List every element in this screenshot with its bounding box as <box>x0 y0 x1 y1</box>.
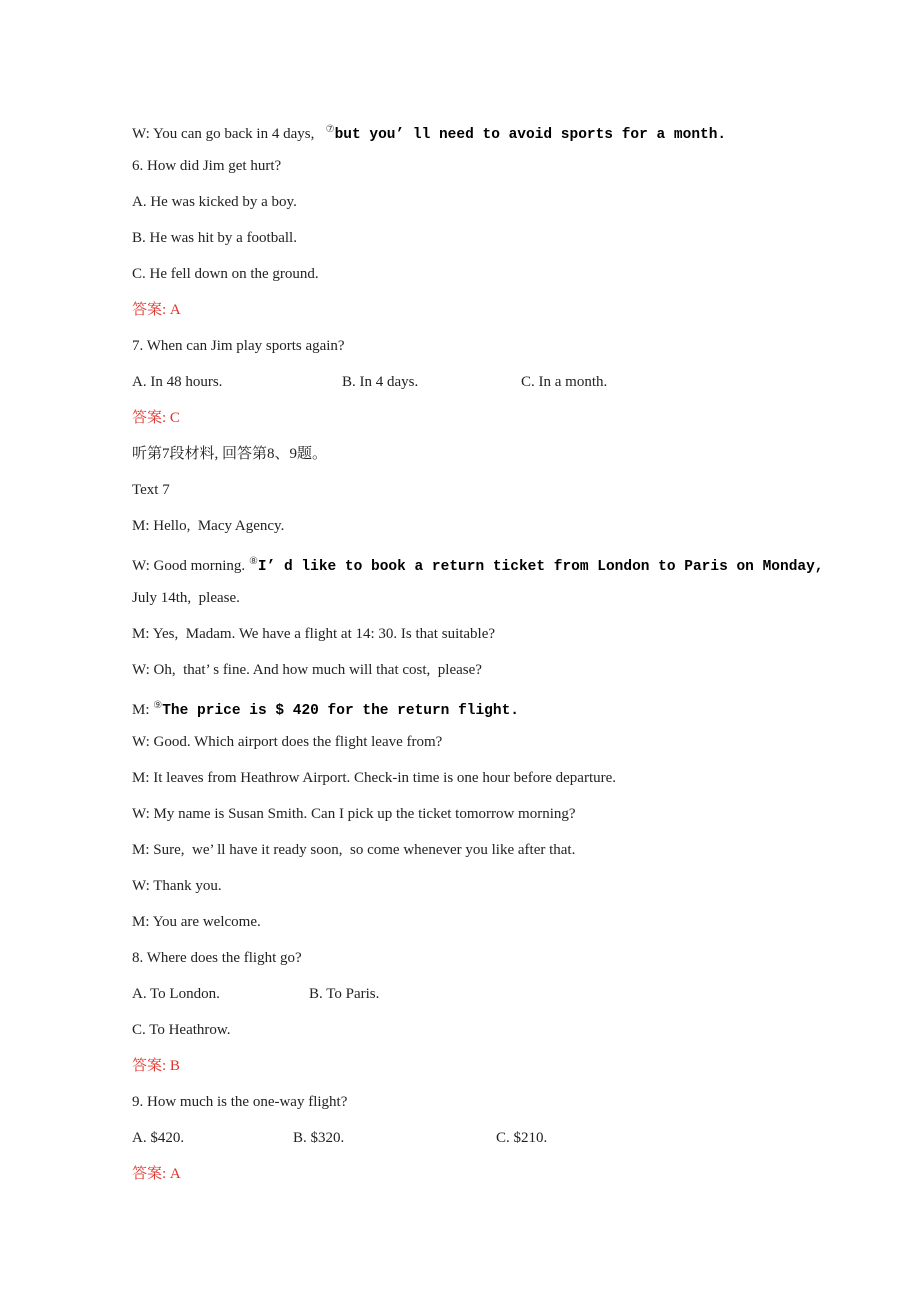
dialog-line <box>132 112 726 148</box>
question-7: 7. When can Jim play sports again? <box>132 338 345 354</box>
dialog-line: W: My name is Susan Smith. Can I pick up the ticket tomorrow morning? <box>132 806 576 822</box>
option-b: B. $320. <box>293 1130 345 1146</box>
key-sentence: I’ d like to book a return ticket from London to Paris on Monday, <box>257 559 824 575</box>
option-c: C. He fell down on the ground. <box>132 266 319 282</box>
key-sentence: but you’ ll need to avoid sports for a month. <box>334 127 727 143</box>
option-b: B. To Paris. <box>309 986 380 1002</box>
question-6: 6. How did Jim get hurt? <box>132 158 282 174</box>
answer-9: 答案: A <box>132 1166 181 1182</box>
line-text: M: <box>132 702 154 718</box>
dialog-line: M: You are welcome. <box>132 914 261 930</box>
marker-7: ⑦ <box>325 124 335 135</box>
key-sentence: The price is $ 420 for the return flight. <box>162 703 519 719</box>
dialog-line: W: Oh, that’ s fine. And how much will that cost, please? <box>132 662 482 678</box>
option-a: A. To London. <box>132 986 220 1002</box>
answer-8: 答案: B <box>132 1058 180 1074</box>
question-9: 9. How much is the one-way flight? <box>132 1094 348 1110</box>
question-8: 8. Where does the flight go? <box>132 950 302 966</box>
answer-6: 答案: A <box>132 302 181 318</box>
option-c: C. In a month. <box>521 374 608 390</box>
answer-7: 答案: C <box>132 410 180 426</box>
marker-9: ⑨ <box>153 700 163 711</box>
option-a: A. $420. <box>132 1130 185 1146</box>
option-b: B. He was hit by a football. <box>132 230 297 246</box>
options-row <box>132 976 832 1012</box>
line-text: W: Good morning. <box>132 558 249 574</box>
dialog-line <box>132 688 519 724</box>
dialog-line: M: Sure, we’ ll have it ready soon, so come whenever you like after that. <box>132 842 576 858</box>
dialog-line: July 14th, please. <box>132 590 240 606</box>
line-text: W: You can go back in 4 days, <box>132 126 326 142</box>
dialog-line: M: It leaves from Heathrow Airport. Check-in time is one hour before departure. <box>132 770 617 786</box>
options-row <box>132 1120 832 1156</box>
option-a: A. In 48 hours. <box>132 374 223 390</box>
marker-8: ⑧ <box>248 556 258 567</box>
text-title: Text 7 <box>132 482 170 498</box>
option-b: B. In 4 days. <box>342 374 419 390</box>
options-row <box>132 364 832 400</box>
option-a: A. He was kicked by a boy. <box>132 194 297 210</box>
dialog-line: M: Yes, Madam. We have a flight at 14: 30. Is that suitable? <box>132 626 496 642</box>
option-c: C. To Heathrow. <box>132 1022 231 1038</box>
dialog-line <box>132 544 824 580</box>
dialog-line: W: Thank you. <box>132 878 222 894</box>
dialog-line: M: Hello, Macy Agency. <box>132 518 285 534</box>
option-c: C. $210. <box>496 1130 548 1146</box>
dialog-line: W: Good. Which airport does the flight leave from? <box>132 734 443 750</box>
section-intro: 听第7段材料, 回答第8、9题。 <box>132 446 328 462</box>
